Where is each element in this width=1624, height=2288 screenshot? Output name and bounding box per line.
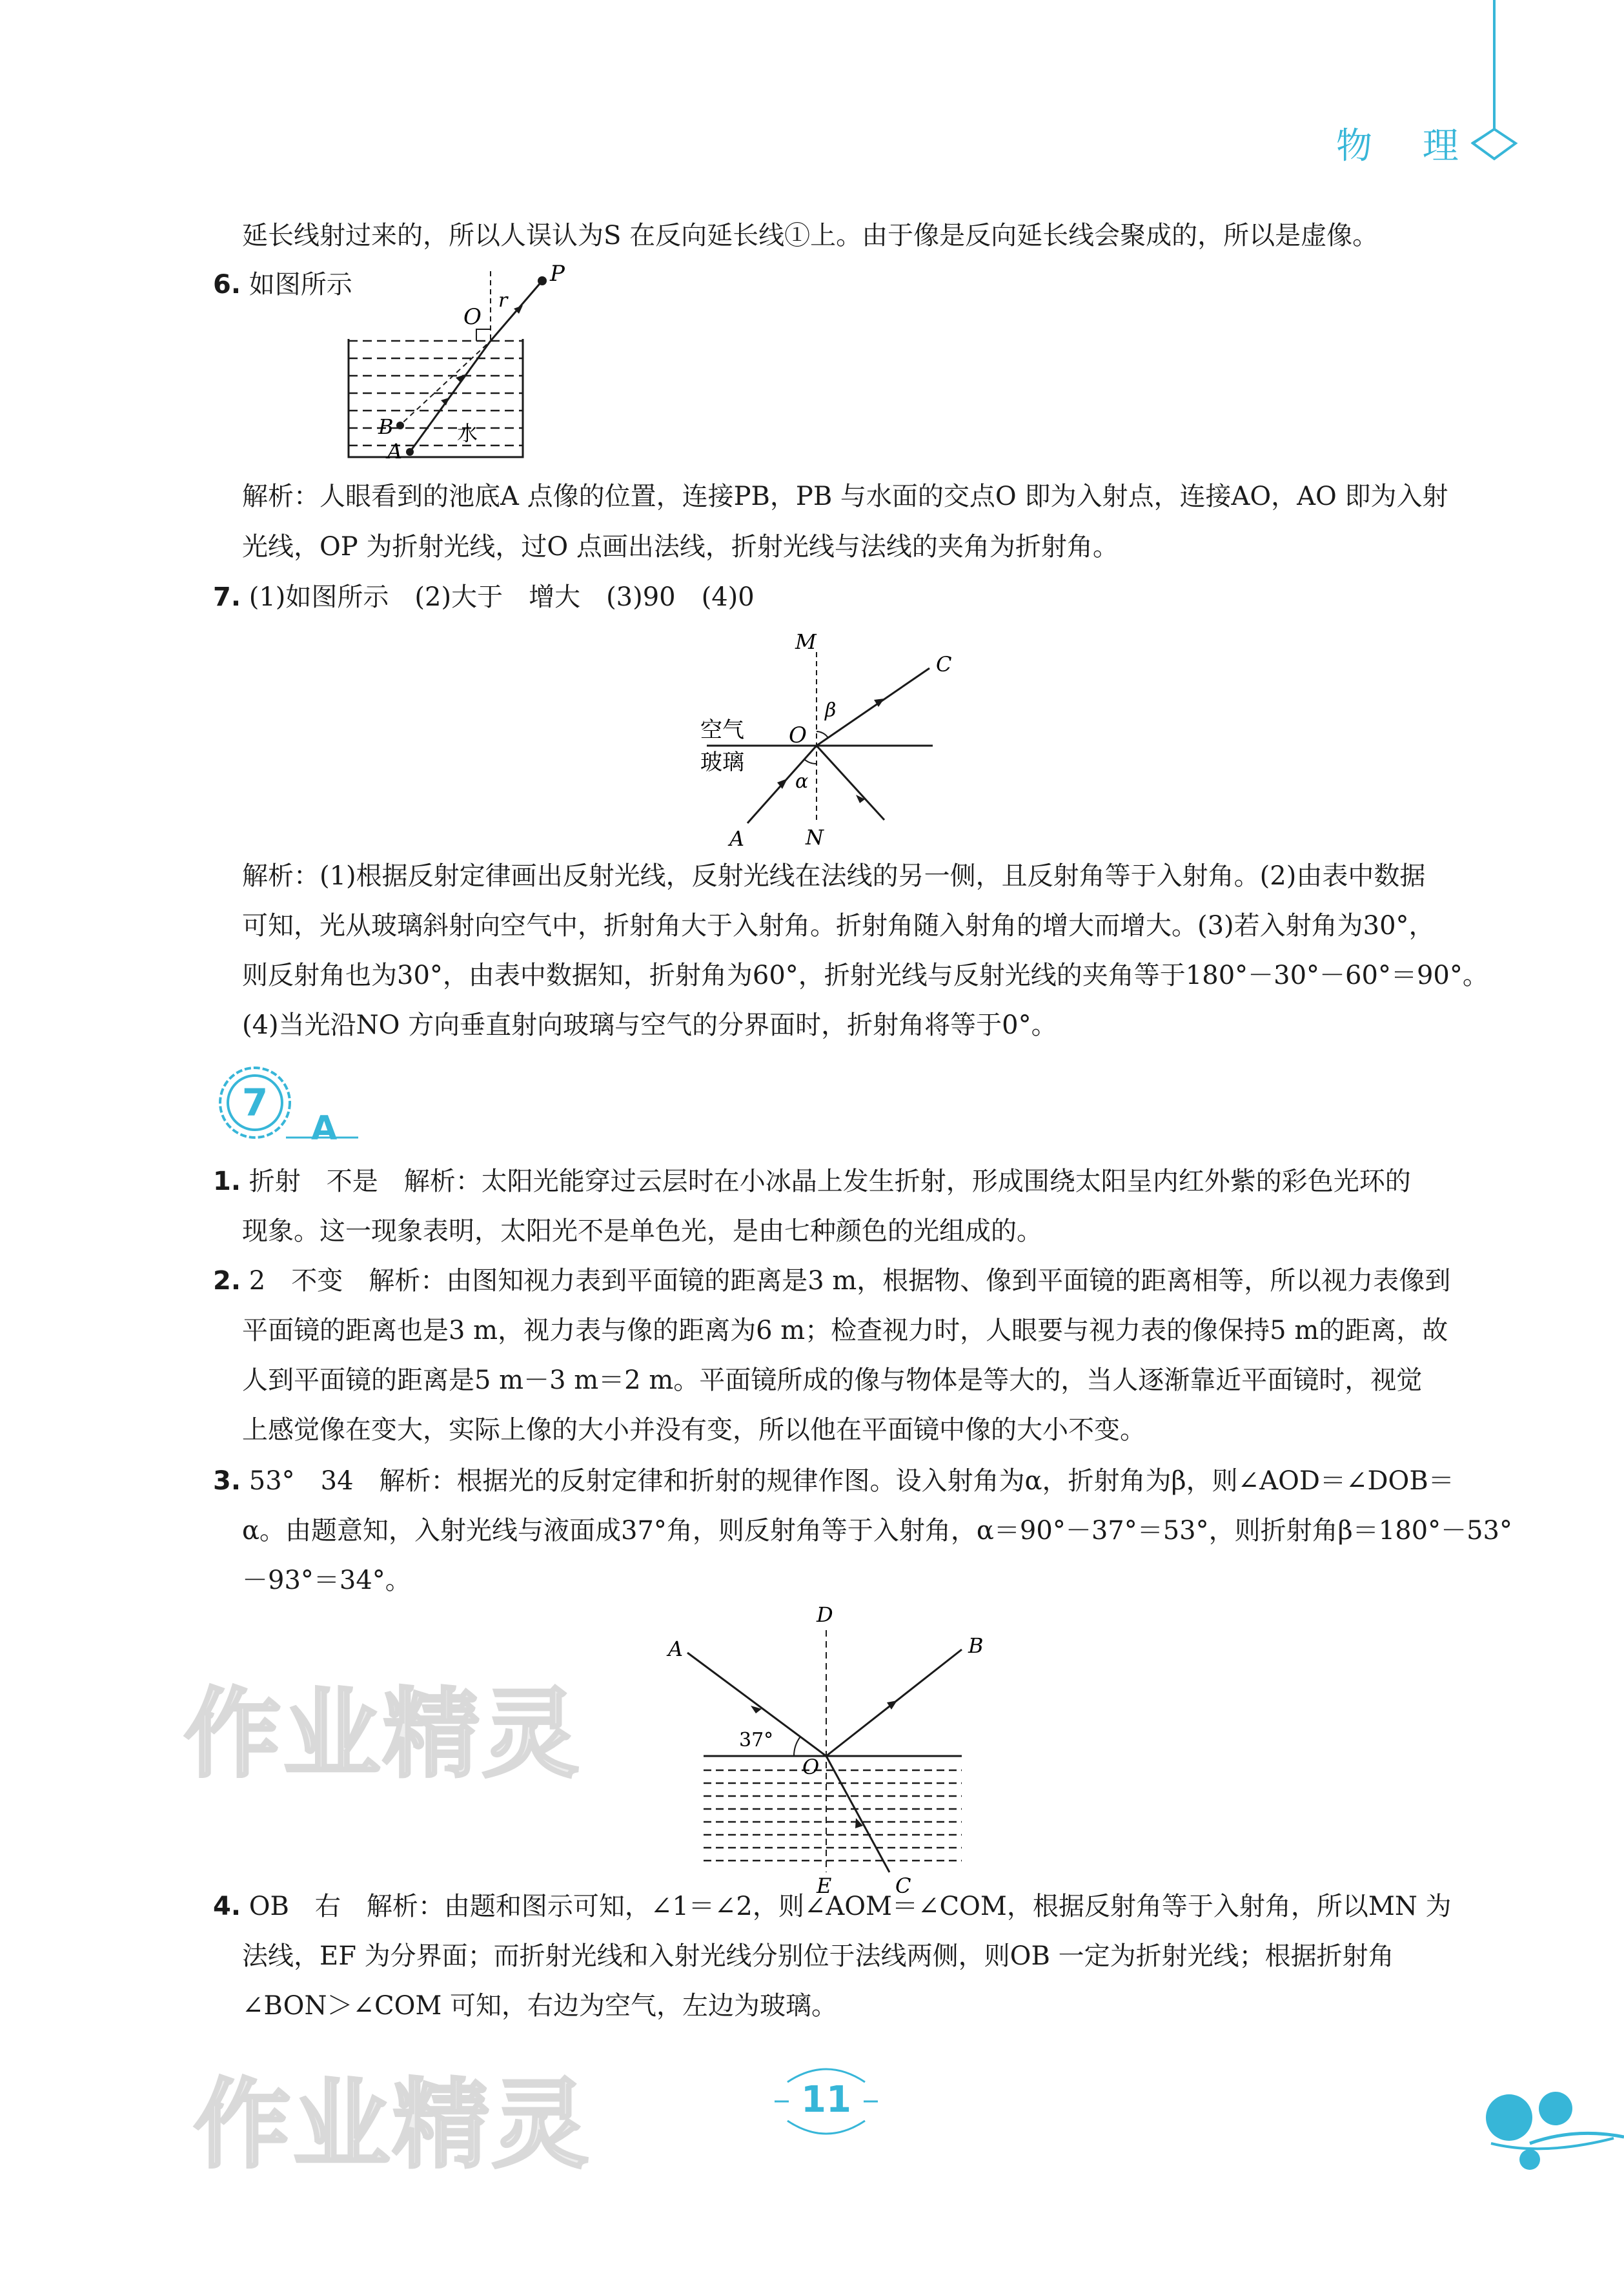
label-glass: 玻璃 bbox=[700, 750, 744, 775]
label-A: A bbox=[729, 826, 745, 851]
q6-analysis-1: 解析：人眼看到的池底A 点像的位置，连接PB，PB 与水面的交点O 即为入射点，连接AO，AO 即为入射 bbox=[242, 482, 1448, 511]
section-number: 7 bbox=[241, 1081, 269, 1125]
item-4-text-2: 法线，EF 为分界面；而折射光线和入射光线分别位于法线两侧，则OB 一定为折射光线；根据折射角 bbox=[242, 1941, 1394, 1971]
q6-number: 6. bbox=[213, 270, 241, 300]
label-A: A bbox=[668, 1637, 684, 1661]
liquid-lines bbox=[704, 1770, 962, 1861]
item-4-text-3: ∠BON＞∠COM 可知，右边为空气，左边为玻璃。 bbox=[242, 1991, 838, 2021]
item-1-text-2: 现象。这一现象表明，太阳光不是单色光，是由七种颜色的光组成的。 bbox=[242, 1216, 1042, 1246]
label-37: 37° bbox=[739, 1729, 774, 1752]
item-2-text-2: 平面镜的距离也是3 m，视力表与像的距离为6 m；检查视力时，人眼要与视力表的像保持5 m的距离，故 bbox=[242, 1316, 1448, 1345]
item-3-figure bbox=[662, 1601, 1004, 1898]
label-D: D bbox=[817, 1602, 833, 1627]
item-3-line-1 bbox=[213, 1464, 1454, 1498]
item-3-text-2: α。由题意知，入射光线与液面成37°角，则反射角等于入射角，α＝90°－37°＝53°，则折射角β＝180°－53° bbox=[242, 1516, 1512, 1546]
label-O: O bbox=[789, 722, 807, 748]
label-B: B bbox=[968, 1633, 984, 1658]
corner-bubbles-decoration bbox=[1465, 2066, 1624, 2195]
item-4-text-1: OB 右 解析：由题和图示可知，∠1＝∠2，则∠AOM＝∠COM，根据反射角等于入射角，所以MN 为 bbox=[249, 1892, 1452, 1921]
label-alpha: α bbox=[795, 770, 809, 793]
watermark-1: 作业精灵 bbox=[184, 1679, 582, 1791]
intro-text: 延长线射过来的，所以人误认为S 在反向延长线①上。由于像是反向延长线会聚成的，所以是虚像。 bbox=[242, 221, 1379, 250]
header-decoration bbox=[1420, 0, 1624, 207]
label-water: 水 bbox=[457, 421, 478, 445]
item-2-text-4: 上感觉像在变大，实际上像的大小并没有变，所以他在平面镜中像的大小不变。 bbox=[242, 1415, 1146, 1445]
q7-line bbox=[213, 580, 755, 615]
q6-analysis-2: 光线，OP 为折射光线，过O 点画出法线，折射光线与法线的夹角为折射角。 bbox=[242, 532, 1119, 562]
q6-figure bbox=[336, 265, 594, 471]
item-2-text-3: 人到平面镜的距离是5 m－3 m＝2 m。平面镜所成的像与物体是等大的，当人逐渐靠近平面镜时，视觉 bbox=[242, 1365, 1423, 1395]
water-lines bbox=[349, 341, 523, 445]
label-O: O bbox=[463, 304, 482, 330]
q7-number: 7. bbox=[213, 582, 241, 612]
label-B: B bbox=[378, 414, 394, 439]
item-1-line-1 bbox=[213, 1164, 1411, 1199]
item-4-number: 4. bbox=[213, 1892, 241, 1921]
label-r: r bbox=[498, 289, 508, 312]
section-label: A bbox=[311, 1109, 338, 1148]
q7-analysis-3: 则反射角也为30°，由表中数据知，折射角为60°，折射光线与反射光线的夹角等于180°－30°－60°＝90°。 bbox=[242, 961, 1488, 990]
q7-analysis-2: 可知，光从玻璃斜射向空气中，折射角大于入射角。折射角随入射角的增大而增大。(3)若入射角为30°， bbox=[242, 911, 1435, 941]
label-N: N bbox=[806, 825, 824, 850]
item-1-text-1: 折射 不是 解析：太阳光能穿过云层时在小冰晶上发生折射，形成围绕太阳呈内红外紫的彩色光环的 bbox=[249, 1167, 1411, 1196]
label-O: O bbox=[802, 1755, 820, 1779]
label-E: E bbox=[817, 1874, 832, 1898]
item-2-number: 2. bbox=[213, 1266, 241, 1296]
q7-analysis-1: 解析：(1)根据反射定律画出反射光线，反射光线在法线的另一侧，且反射角等于入射角。(2)由表中数据 bbox=[242, 861, 1426, 891]
diamond-icon bbox=[1473, 129, 1516, 159]
q7-analysis-4: (4)当光沿NO 方向垂直射向玻璃与空气的分界面时，折射角将等于0°。 bbox=[242, 1010, 1057, 1040]
q7-text: (1)如图所示 (2)大于 增大 (3)90 (4)0 bbox=[249, 582, 755, 612]
item-4-line-1 bbox=[213, 1889, 1452, 1924]
item-1-number: 1. bbox=[213, 1167, 241, 1196]
page-number: 11 bbox=[801, 2079, 851, 2121]
label-M: M bbox=[795, 629, 817, 654]
item-3-number: 3. bbox=[213, 1466, 241, 1496]
label-C: C bbox=[895, 1874, 911, 1898]
q6-text: 如图所示 bbox=[249, 270, 352, 300]
subject-title: 物 理 bbox=[1336, 125, 1478, 167]
label-C: C bbox=[936, 652, 952, 677]
item-2-text-1: 2 不变 解析：由图知视力表到平面镜的距离是3 m，根据物、像到平面镜的距离相等，所以视力表像到 bbox=[249, 1266, 1451, 1296]
item-3-text-3: －93°＝34°。 bbox=[242, 1566, 411, 1595]
q7-figure bbox=[691, 626, 962, 852]
section-badge bbox=[210, 1059, 365, 1156]
item-3-text-1: 53° 34 解析：根据光的反射定律和折射的规律作图。设入射角为α，折射角为β，则∠AOD＝∠DOB＝ bbox=[249, 1466, 1454, 1496]
label-beta: β bbox=[825, 699, 837, 722]
label-air: 空气 bbox=[700, 717, 744, 743]
watermark-2: 作业精灵 bbox=[194, 2069, 592, 2181]
label-A: A bbox=[387, 439, 403, 464]
q6-line bbox=[213, 267, 352, 302]
item-2-line-1 bbox=[213, 1263, 1450, 1298]
label-P: P bbox=[550, 265, 565, 287]
